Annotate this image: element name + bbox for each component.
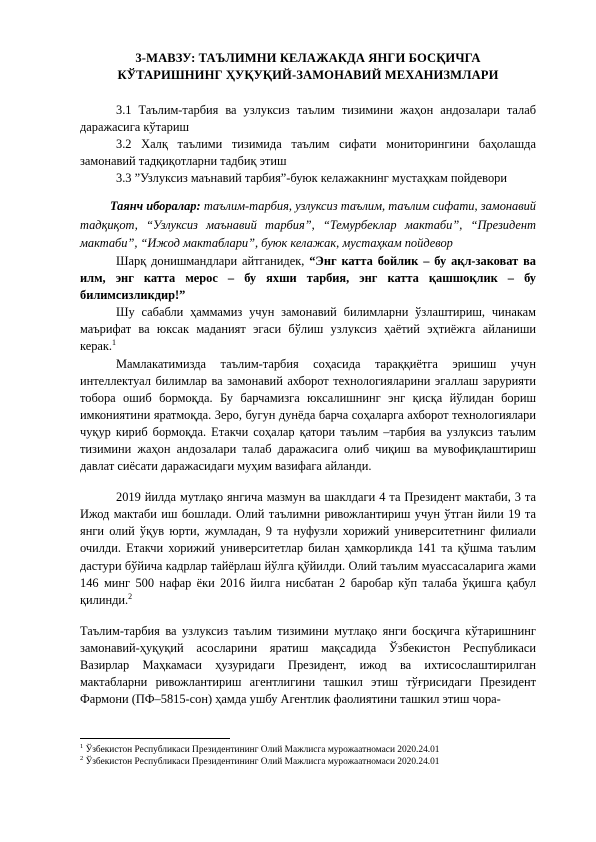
paragraph-legal-basis: Таълим-тарбия ва узлуксиз таълим тизимини мутлақо янги босқичга кўтаришнинг замонавий-ҳуқуқий асосларини яратиш мақсадида Ўзбекистон Республикаси Вазирлар Маҳкамаси ҳузуридаги Президент, ижод ва ихтисослаштирилган мактабларни ривожлантириш агентлигини ташкил этиш тўғрисидаги Президент Фармони (ПФ–5815-сон) ҳамда ушбу Агентлик фаолиятини ташкил этиш чора- <box>80 623 536 707</box>
footnote-1-text: Ўзбекистон Республикаси Президентининг Олий Мажлисга мурожаатномаси 2020.24.01 <box>83 745 440 755</box>
keywords-paragraph <box>80 197 536 253</box>
paragraph-technology: Мамлакатимизда таълим-тарбия соҳасида тараққиётга эришиш учун интеллектуал билимлар ва замонавий ахборот технологияларини эгаллаш зарурияти тобора ошиб бормоқда. Бу барчамизга юксалишнинг энг қисқа йўлидан бориш имкониятини яратмоқда. Зеро, бугун дунёда барча соҳаларга ахборот технологиялари чуқур кириб бормоқда. Етакчи соҳалар қатори таълим –тарбия ва узлуксиз таълим тизимини жаҳон андозалари талаб даражасига олиб чиқиш ва мувофиқлаштириш давлат сиёсати даражасидаги муҳим вазифага айланди. <box>80 356 536 474</box>
footnote-2 <box>80 756 536 768</box>
footnote-1 <box>80 744 536 756</box>
footnote-1-number: 1 <box>80 742 84 750</box>
quote-lead: Шарқ донишмандлари айтганидек, <box>116 253 310 268</box>
plan-item-3-3: 3.3 ”Узлуксиз маънавий тарбия”-буюк келажакнинг мустаҳкам пойдевори <box>116 171 507 186</box>
footnotes <box>80 738 536 768</box>
footnote-2-text: Ўзбекистон Республикаси Президентининг Олий Мажлисга мурожаатномаси 2020.24.01 <box>83 757 440 768</box>
paragraph-schools-2019 <box>80 489 536 609</box>
paragraph-knowledge-text: Шу сабабли ҳаммамиз учун замонавий билимларни ўзлаштириш, чинакам маърифат ва юксак маданият эгаси бўлиш узлуксиз ҳаётий эҳтиёжга айланиши керак. <box>80 305 536 354</box>
footnote-ref-1[interactable]: 1 <box>112 338 117 348</box>
paragraph-schools-2019-text: 2019 йилда мутлақо янгича мазмун ва шаклдаги 4 та Президент мактаби, 3 та Ижод мактаби иш бошлади. Олий таълимни ривожлантириш учун ўтган йили 19 та янги олий ўқув юрти, жумладан, 9 та нуфузли хорижий университетнинг филиали очилди. Етакчи хорижий университетлар билан ҳамкорликда 141 та қўшма таълим дастури бўйича кадрлар тайёрлаш йўлга қўйилди. Олий таълим муассасаларига жами 146 минг 500 нафар ёки 2016 йилга нисбатан 2 баробар кўп талаба ўқишга қабул қилинди. <box>80 490 536 607</box>
plan-item-3-1: 3.1 Таълим-тарбия ва узлуксиз таълим тизимини жаҳон андозалари талаб даражасига кўтариш <box>80 103 536 135</box>
footnote-2-number: 2 <box>80 755 84 763</box>
footnote-ref-2[interactable]: 2 <box>128 591 133 601</box>
topic-plan <box>80 102 536 187</box>
keywords-label: Таянч иборалар: <box>110 199 201 214</box>
footnote-separator <box>80 738 230 739</box>
chapter-title-line-1: 3-МАВЗУ: ТАЪЛИМНИ КЕЛАЖАКДА ЯНГИ БОСҚИЧГА <box>135 51 481 65</box>
chapter-title <box>80 50 536 84</box>
keywords-text: таълим-тарбия, узлуксиз таълим, таълим сифати, замонавий тадқиқот, “Узлуксиз маънавий тарбия”, “Темурбеклар мактаби”, “Президент мактаби”, “Ижод мактаблари”, буюк келажак, мустаҳкам пойдевор <box>80 199 536 251</box>
chapter-title-line-2: КЎТАРИШНИНГ ҲУҚУҚИЙ-ЗАМОНАВИЙ МЕХАНИЗМЛАРИ <box>117 68 499 82</box>
paragraph-knowledge <box>80 304 536 355</box>
plan-item-3-2: 3.2 Халқ таълими тизимида таълим сифати мониторингини баҳолашда замонавий тадқиқотларни тадбиқ этиш <box>80 137 536 169</box>
paragraph-quote <box>80 253 536 304</box>
quote-text: “Энг катта бойлик – бу ақл-заковат ва илм, энг катта мерос – бу яхши тарбия, энг катта қашшоқлик – бу билимсизликдир!” <box>80 253 536 303</box>
